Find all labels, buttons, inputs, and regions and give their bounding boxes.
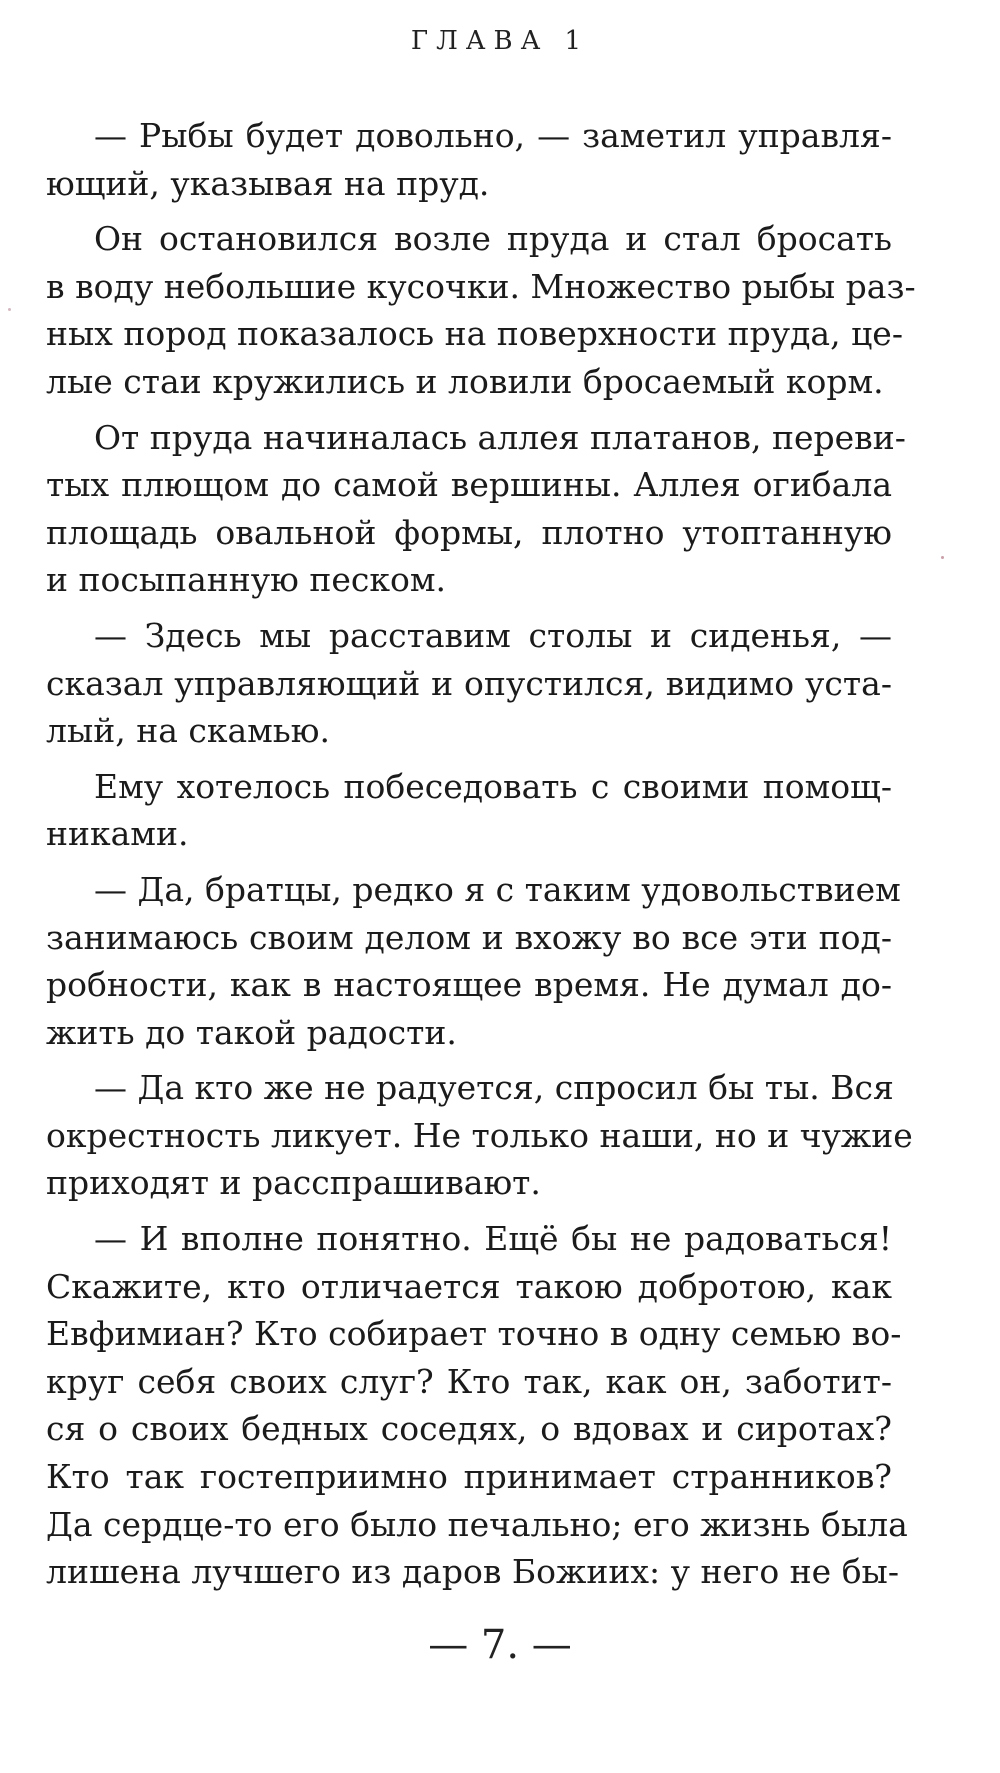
text-line: — Здесь мы расставим столы и сиденья, — xyxy=(94,615,892,655)
text-line: — Да кто же не радуется, спросил бы ты. Вся xyxy=(94,1068,894,1108)
body-text xyxy=(46,112,916,1596)
text-line: никами. xyxy=(46,814,189,854)
text-line: ся о своих бедных соседях, о вдовах и сиротах? xyxy=(46,1409,892,1449)
text-line: Кто так гостеприимно принимает странников? xyxy=(46,1457,892,1497)
text-line: лишена лучшего из даров Божиих: у него не бы- xyxy=(46,1552,899,1592)
ink-speck xyxy=(8,308,11,311)
text-line: От пруда начиналась аллея платанов, переви- xyxy=(94,417,906,457)
text-line: жить до такой радости. xyxy=(46,1012,457,1052)
text-line: приходят и расспрашивают. xyxy=(46,1163,541,1203)
text-line: — Рыбы будет довольно, — заметил управля- xyxy=(94,116,892,155)
text-line: Скажите, кто отличается такою добротою, как xyxy=(46,1266,892,1306)
text-line: робности, как в настоящее время. Не думал до- xyxy=(46,965,892,1005)
text-line: лые стаи кружились и ловили бросаемый корм. xyxy=(46,361,884,401)
text-line: и посыпанную песком. xyxy=(46,560,447,600)
text-line: Евфимиан? Кто собирает точно в одну семью во- xyxy=(46,1314,902,1354)
ink-speck xyxy=(941,556,944,559)
text-line: Ему хотелось побеседовать с своими помощ- xyxy=(94,766,892,806)
text-line: — И вполне понятно. Ещё бы не радоваться! xyxy=(94,1219,892,1259)
text-line: ных пород показалось на поверхности пруда, це- xyxy=(46,314,903,354)
text-line: сказал управляющий и опустился, видимо уста- xyxy=(46,663,892,703)
text-line: в воду небольшие кусочки. Множество рыбы раз- xyxy=(46,266,916,306)
text-line: круг себя своих слуг? Кто так, как он, заботит- xyxy=(46,1361,892,1401)
text-line: тых плющом до самой вершины. Аллея огибала xyxy=(46,465,892,505)
text-line: ющий, указывая на пруд. xyxy=(46,163,490,203)
text-line: Да сердце-то его было печально; его жизнь была xyxy=(46,1504,908,1544)
running-head: ГЛАВА 1 xyxy=(410,26,590,56)
page-number: — 7. — xyxy=(428,1622,572,1668)
text-line: занимаюсь своим делом и вхожу во все эти под- xyxy=(46,917,892,957)
text-line: площадь овальной формы, плотно утоптанную xyxy=(46,512,892,552)
text-line: окрестность ликует. Не только наши, но и чужие xyxy=(46,1115,913,1155)
text-line: Он остановился возле пруда и стал бросать xyxy=(94,219,892,259)
text-line: лый, на скамью. xyxy=(46,711,330,751)
text-line: — Да, братцы, редко я с таким удовольствием xyxy=(94,869,901,909)
